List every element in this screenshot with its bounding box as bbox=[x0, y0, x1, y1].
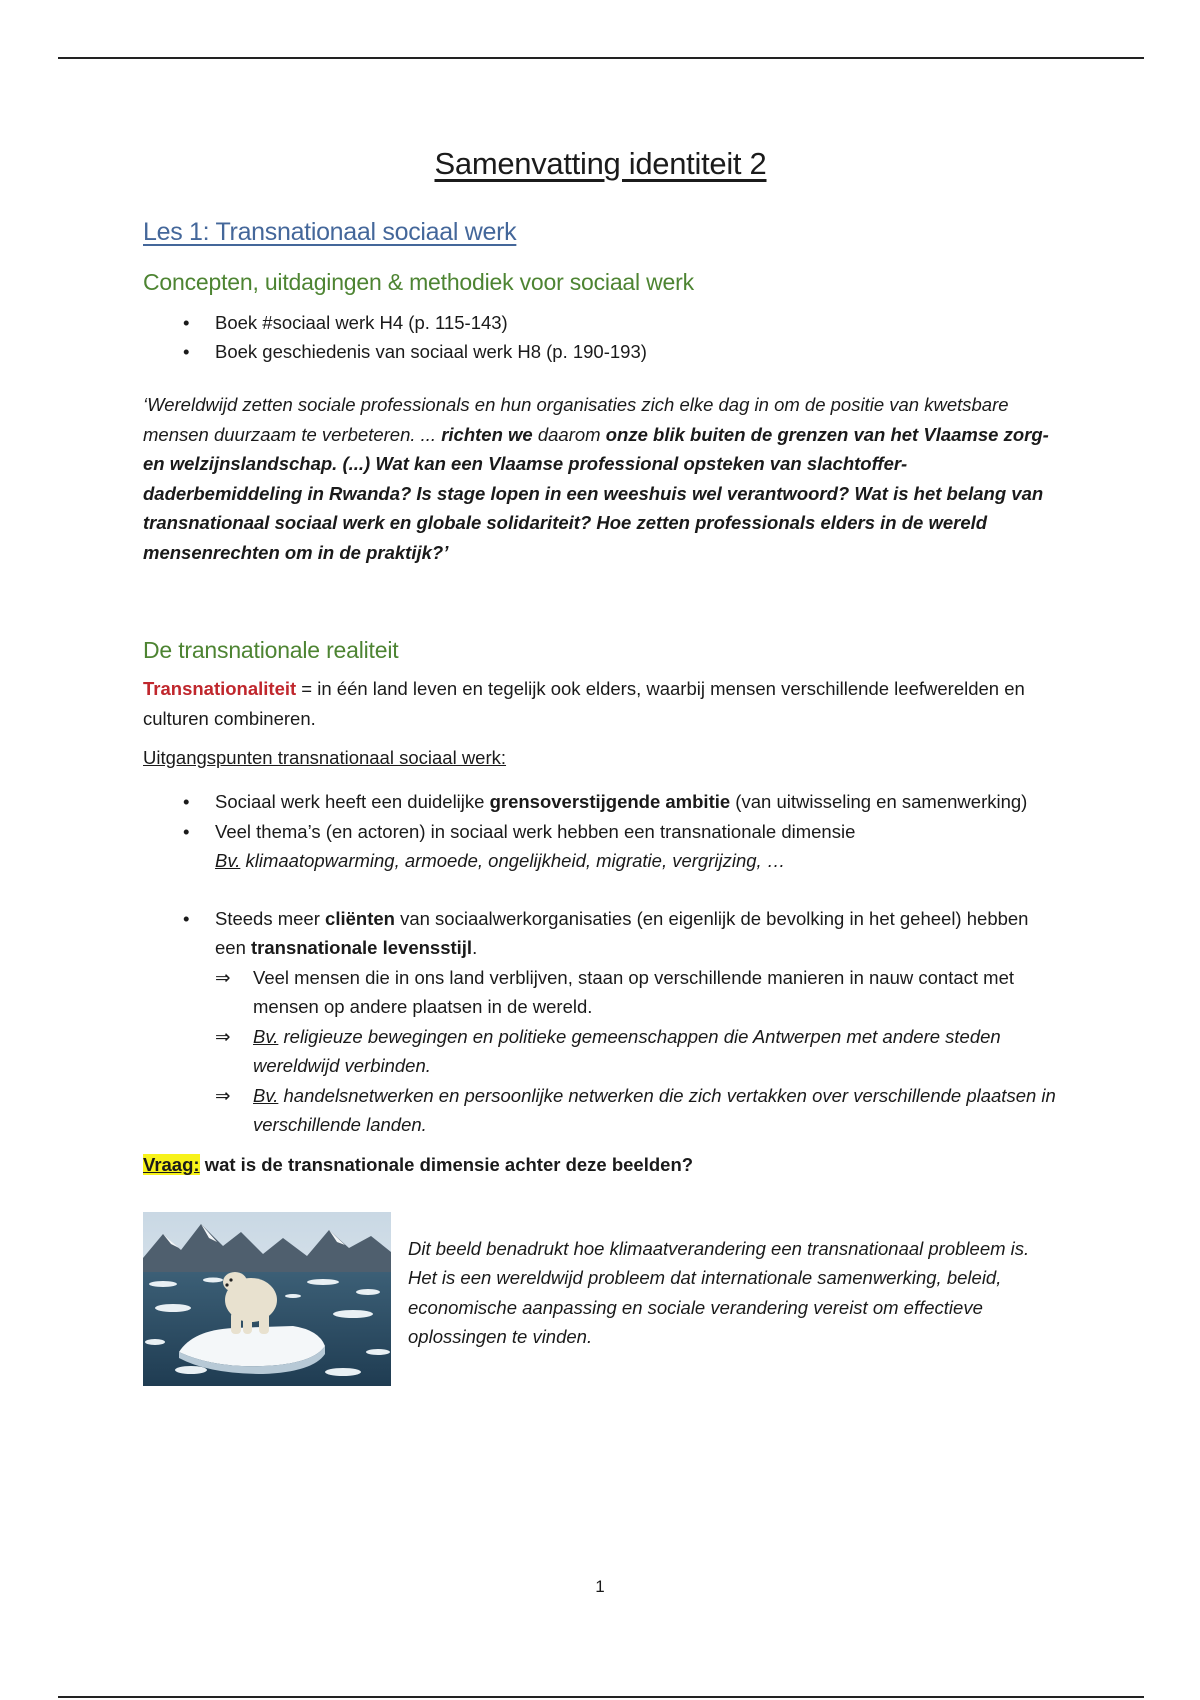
bullet-icon: • bbox=[183, 907, 190, 929]
principle-text: (van uitwisseling en samenwerking) bbox=[730, 791, 1028, 812]
question-label: Vraag: bbox=[143, 1153, 200, 1175]
definition-term: Transnationaliteit bbox=[143, 678, 297, 699]
principle-text: . bbox=[472, 937, 478, 958]
image-caption: Dit beeld benadrukt hoe klimaatverandering een transnationaal probleem is. Het is een wereldwijd probleem dat internationale samenwerking, beleid, economische aanpassing en sociale verandering vereist om effectieve oplossingen te vinden. bbox=[408, 1237, 1030, 1347]
list-item bbox=[143, 337, 1058, 366]
list-item bbox=[143, 308, 1058, 337]
quote-bold: richten we bbox=[441, 423, 533, 445]
list-item bbox=[215, 963, 1058, 1022]
example-text: klimaatopwarming, armoede, ongelijkheid, migratie, vergrijzing, … bbox=[240, 850, 786, 871]
arrow-icon: ⇒ bbox=[215, 1025, 231, 1047]
definition-paragraph bbox=[143, 674, 1058, 733]
principles-heading: Uitgangspunten transnationaal sociaal werk: bbox=[143, 747, 507, 768]
sub-point-text: Veel mensen die in ons land verblijven, staan op verschillende manieren in nauw contact met mensen op andere plaatsen in de wereld. bbox=[253, 966, 1015, 1017]
example-label: Bv. bbox=[253, 1084, 279, 1106]
header-rule bbox=[58, 57, 1144, 59]
book-reference: Boek #sociaal werk H4 (p. 115-143) bbox=[215, 312, 508, 333]
list-item bbox=[215, 1022, 1058, 1081]
document-page bbox=[143, 140, 1058, 1392]
bullet-icon: • bbox=[183, 341, 190, 362]
example-label: Bv. bbox=[253, 1025, 279, 1047]
sub-point-text: religieuze bewegingen en politieke gemeenschappen die Antwerpen met andere steden wereldwijd verbinden. bbox=[253, 1025, 1001, 1076]
document-title: Samenvatting identiteit 2 bbox=[434, 146, 767, 181]
list-item bbox=[143, 904, 1058, 963]
principle-text: Sociaal werk heeft een duidelijke bbox=[215, 791, 490, 812]
principle-bold: cliënten bbox=[325, 907, 395, 929]
arrow-icon: ⇒ bbox=[215, 966, 231, 988]
list-item bbox=[215, 1081, 1058, 1140]
section-heading-concepts: Concepten, uitdagingen & methodiek voor sociaal werk bbox=[143, 269, 694, 295]
book-list bbox=[143, 308, 1058, 366]
principle-text: van sociaalwerkorganisaties (en eigenlijk de bevolking in het geheel) hebben een bbox=[215, 907, 1029, 958]
quote-mid: daarom bbox=[532, 423, 606, 445]
bullet-icon: • bbox=[183, 791, 190, 812]
principle-text: Steeds meer bbox=[215, 907, 326, 929]
example-label: Bv. bbox=[215, 850, 241, 871]
sub-point-text: handelsnetwerken en persoonlijke netwerken die zich vertakken over verschillende plaatsen in verschillende landen. bbox=[253, 1084, 1056, 1135]
quote-intro: ‘Wereldwijd zetten sociale professionals en hun organisaties zich elke dag in om de positie van kwetsbare mensen duurzaam te verbeteren. ... bbox=[143, 394, 1009, 445]
question-line bbox=[143, 1154, 1058, 1176]
page-number: 1 bbox=[595, 1577, 605, 1596]
principles-list bbox=[143, 787, 1058, 963]
principle-bold: grensoverstijgende ambitie bbox=[489, 791, 731, 812]
book-reference: Boek geschiedenis van sociaal werk H8 (p. 190-193) bbox=[215, 341, 647, 362]
bullet-icon: • bbox=[183, 312, 190, 333]
polar-bear-photo bbox=[143, 1212, 391, 1386]
definition-text: = in één land leven en tegelijk ook elders, waarbij mensen verschillende leefwerelden en culturen combineren. bbox=[143, 678, 1025, 729]
list-item bbox=[143, 787, 1058, 817]
quote-bold: onze blik buiten de grenzen van het Vlaamse zorg- en welzijnslandschap. (...) Wat kan een Vlaamse professional opsteken van slachtoffer-daderbemiddeling in Rwanda? Is stage lopen in een weeshuis wel verantwoord? Wat is het belang van transnationaal sociaal werk en globale solidariteit? Hoe zetten professionals elders in de wereld mensenrechten om in de praktijk?’ bbox=[143, 423, 1049, 563]
arrow-icon: ⇒ bbox=[215, 1084, 231, 1106]
sub-points bbox=[143, 963, 1058, 1140]
principle-bold: transnationale levensstijl bbox=[251, 937, 473, 958]
footer-rule bbox=[58, 1696, 1144, 1698]
quote-block bbox=[143, 390, 1058, 567]
example-line bbox=[215, 846, 1058, 876]
list-item bbox=[143, 817, 1058, 876]
principle-text: Veel thema’s (en actoren) in sociaal werk hebben een transnationale dimensie bbox=[215, 820, 856, 842]
bullet-icon: • bbox=[183, 820, 190, 842]
section-heading-reality: De transnationale realiteit bbox=[143, 637, 399, 663]
figure-row bbox=[143, 1212, 1058, 1392]
question-text: wat is de transnationale dimensie achter deze beelden? bbox=[199, 1153, 694, 1175]
lesson-heading: Les 1: Transnationaal sociaal werk bbox=[143, 218, 517, 246]
